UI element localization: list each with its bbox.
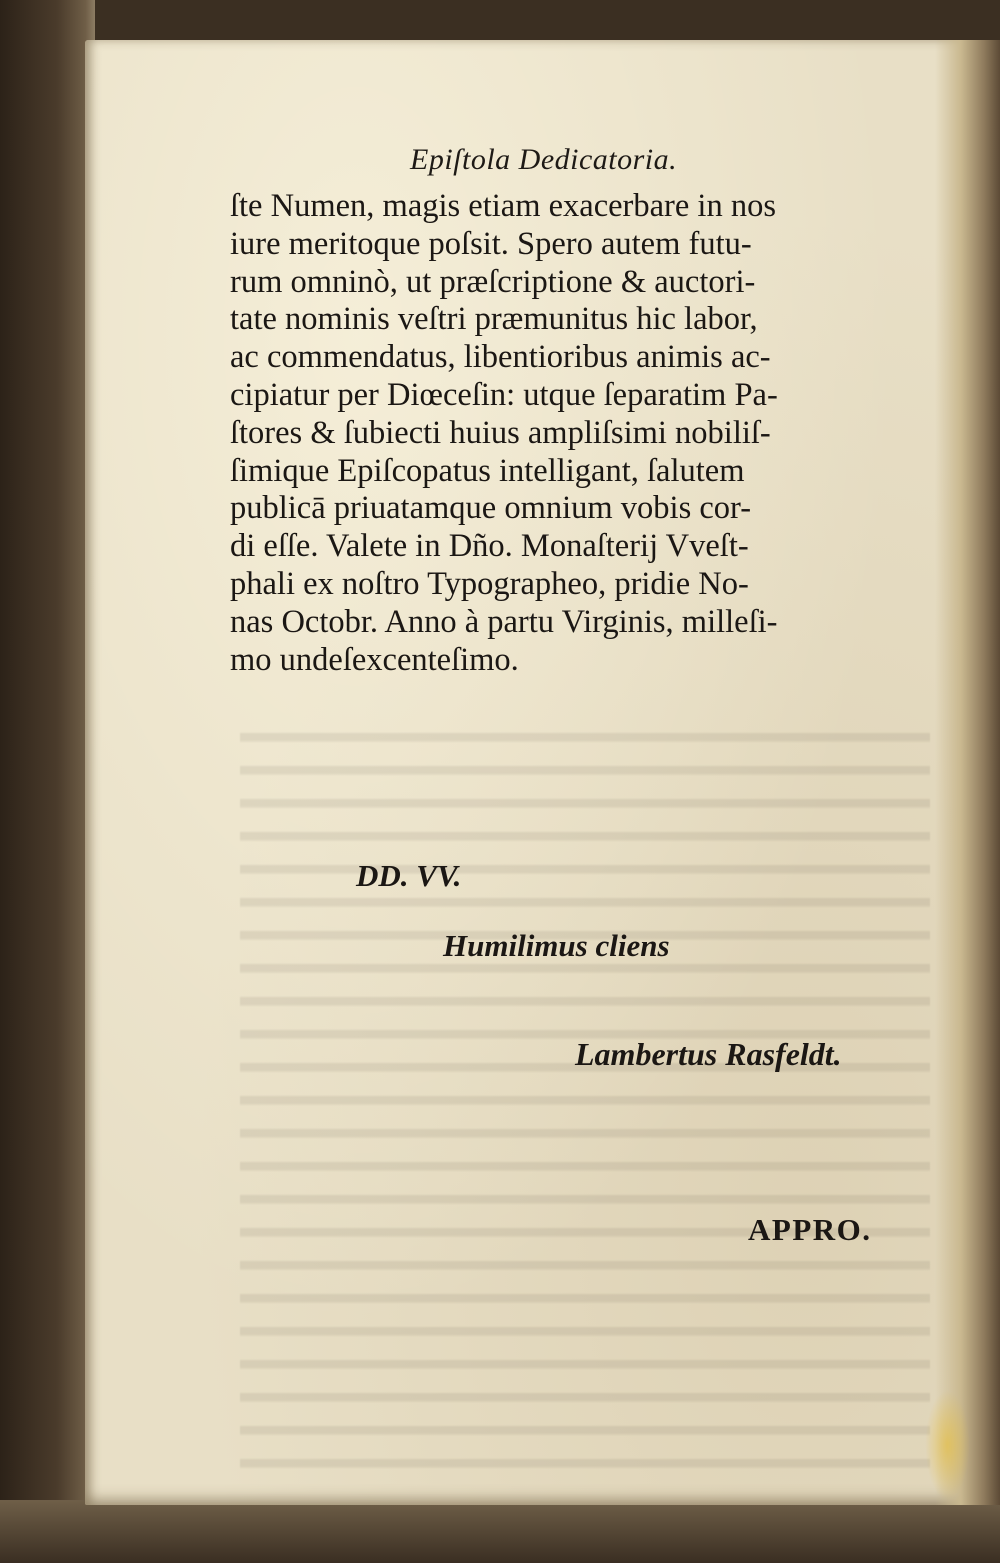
text-line: rum omninò, ut præſcriptione & auctori-: [230, 263, 756, 300]
text-line: nas Octobr. Anno à partu Virginis, milleſi-: [230, 603, 778, 640]
paper-stain: [925, 1390, 970, 1500]
catchword: APPRO.: [748, 1212, 872, 1247]
dedication-text: [230, 188, 920, 679]
closing-formula: Humilimus cliens: [443, 928, 670, 963]
signature: Lambertus Rasfeldt.: [575, 1036, 842, 1072]
running-head: Epiſtola Dedicatoria.: [410, 143, 678, 176]
text-line: ſimique Epiſcopatus intelligant, ſalutem: [230, 452, 745, 489]
text-line: ſtores & ſubiecti huius ampliſsimi nobiliſ-: [230, 414, 771, 451]
text-line: iure meritoque poſsit. Spero autem futu-: [230, 225, 752, 262]
book-cover-left: [0, 0, 95, 1563]
text-line: phali ex noſtro Typographeo, pridie No-: [230, 565, 749, 602]
text-line: cipiatur per Diœceſin: utque ſeparatim Pa-: [230, 376, 778, 413]
text-line: tate nominis veſtri præmunitus hic labor,: [230, 301, 758, 338]
text-line: di eſſe. Valete in Dño. Monaſterij Vveſt-: [230, 528, 749, 565]
addressee: DD. VV.: [356, 858, 462, 893]
text-line: ac commendatus, libentioribus animis ac-: [230, 339, 771, 376]
book-edge-bottom: [0, 1500, 1000, 1563]
text-line: mo undeſexcenteſimo.: [230, 641, 519, 678]
text-line: ſte Numen, magis etiam exacerbare in nos: [230, 188, 776, 224]
ink-show-through: [240, 710, 930, 1470]
text-line: publicā priuatamque omnium vobis cor-: [230, 490, 752, 527]
page-gutter: [935, 40, 1000, 1505]
